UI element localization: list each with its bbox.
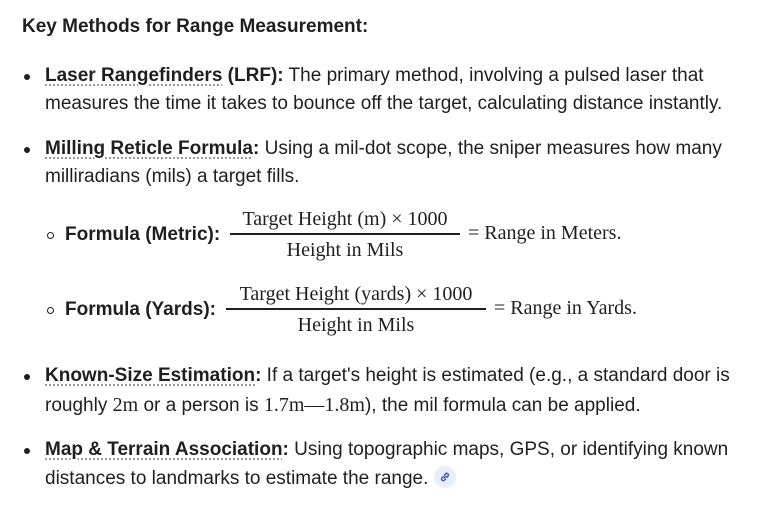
term-known-size-estimation[interactable]: Known-Size Estimation: [45, 365, 256, 386]
list-item-text: distances to landmarks to estimate the range.: [45, 468, 456, 490]
denominator: Height in Mils: [286, 238, 404, 261]
term-map-terrain-association[interactable]: Map & Terrain Association: [45, 439, 283, 460]
term-laser-rangefinders[interactable]: Laser Rangefinders: [45, 65, 223, 86]
bullet: [24, 374, 30, 380]
formula-yards-result: = Range in Yards.: [494, 297, 637, 319]
sub-bullet: [47, 232, 54, 239]
sub-bullet: [47, 307, 54, 314]
list-item-known-size: Known-Size Estimation: If a target's height is estimated (e.g., a standard door is: [45, 365, 730, 386]
list-item-milling: Milling Reticle Formula: Using a mil-dot scope, the sniper measures how many: [45, 138, 722, 159]
formula-yards-fraction: [226, 281, 486, 338]
section-heading: Key Methods for Range Measurement:: [22, 16, 369, 37]
numerator: Target Height (yards) × 1000: [239, 283, 473, 305]
formula-metric-fraction: [230, 206, 460, 263]
bullet: [24, 448, 30, 454]
numerator: Target Height (m) × 1000: [242, 208, 448, 230]
link-icon[interactable]: [434, 466, 456, 488]
list-item-map: Map & Terrain Association: Using topographic maps, GPS, or identifying known: [45, 439, 729, 460]
list-item-text: milliradians (mils) a target fills.: [45, 166, 300, 187]
list-item-lrf: Laser Rangefinders (LRF): The primary method, involving a pulsed laser that: [45, 65, 704, 86]
list-item-text: roughly 2m or a person is 1.7m—1.8m), the mil formula can be applied.: [45, 394, 641, 416]
bullet: [24, 74, 30, 80]
bullet: [24, 147, 30, 153]
formula-metric-label: Formula (Metric):: [65, 224, 221, 245]
term-milling-reticle-formula[interactable]: Milling Reticle Formula: [45, 138, 253, 159]
formula-metric-result: = Range in Meters.: [468, 222, 622, 244]
denominator: Height in Mils: [297, 313, 415, 336]
list-item-text: measures the time it takes to bounce off the target, calculating distance instantly.: [45, 93, 723, 114]
formula-yards-label: Formula (Yards):: [65, 299, 216, 320]
